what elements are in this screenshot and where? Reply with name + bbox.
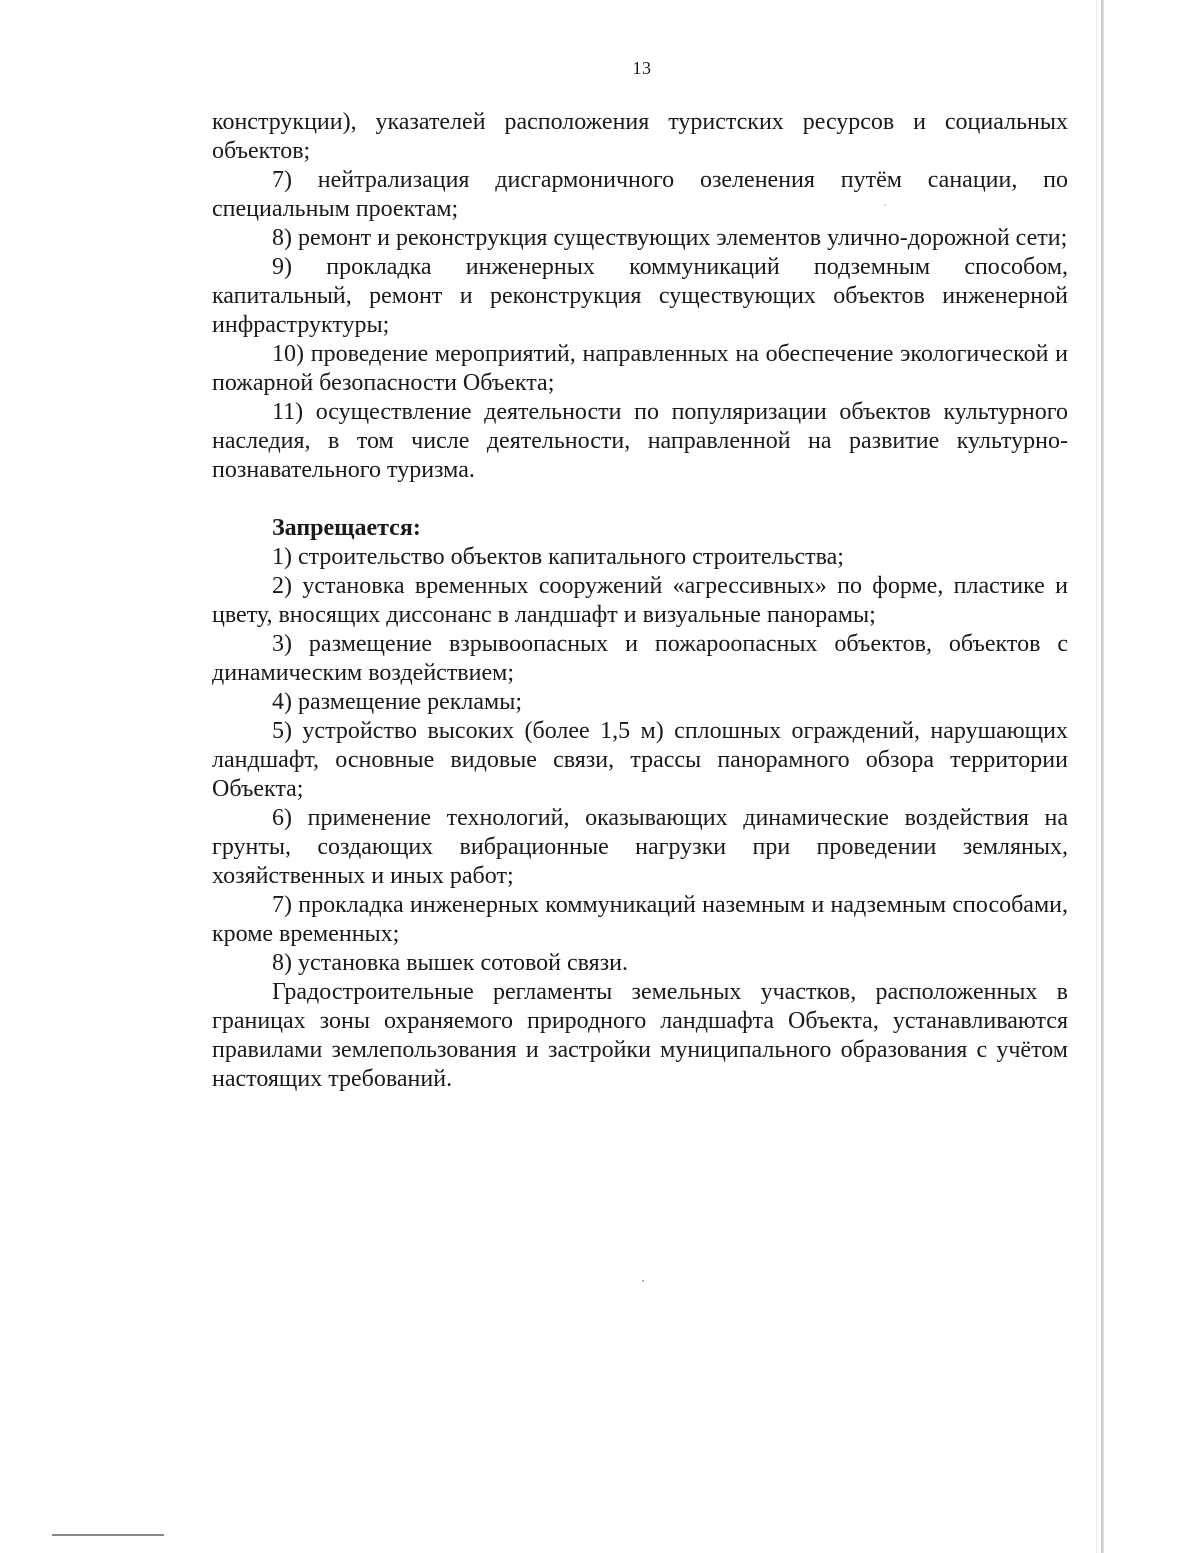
scan-edge-line [1096, 0, 1097, 1553]
document-body [212, 108, 1068, 1094]
prohibited-item-1: 1) строительство объектов капитального строительства; [272, 544, 844, 570]
prohibited-item-3: 3) размещение взрывоопасных и пожароопасных объектов, объектов с динамическим воздействием; [212, 631, 1068, 686]
section-title-prohibited: Запрещается: [272, 515, 421, 541]
list-item-7: 7) нейтрализация дисгармоничного озеленения путём санации, по специальным проектам; [212, 167, 1068, 222]
scan-speck [884, 204, 886, 206]
prohibited-item-7: 7) прокладка инженерных коммуникаций наземным и надземным способами, кроме временных; [212, 892, 1068, 947]
prohibited-item-4: 4) размещение рекламы; [272, 689, 523, 715]
list-item-9: 9) прокладка инженерных коммуникаций подземным способом, капитальный, ремонт и реконструкция существующих объектов инженерной инфраструктуры; [212, 254, 1068, 338]
list-item-10: 10) проведение мероприятий, направленных на обеспечение экологической и пожарной безопасности Объекта; [212, 341, 1068, 396]
scan-speck [642, 1280, 644, 1282]
list-item-8: 8) ремонт и реконструкция существующих элементов улично-дорожной сети; [272, 225, 1068, 251]
list-item-11: 11) осуществление деятельности по популяризации объектов культурного наследия, в том числе деятельности, направленной на развитие культурно-познавательного туризма. [212, 399, 1068, 483]
prohibited-item-6: 6) применение технологий, оказывающих динамические воздействия на грунты, создающих вибрационные нагрузки при проведении земляных, хозяйственных и иных работ; [212, 805, 1068, 889]
prohibited-item-8: 8) установка вышек сотовой связи. [272, 950, 629, 976]
paragraph-continued: конструкции), указателей расположения туристских ресурсов и социальных объектов; [212, 109, 1068, 164]
footnote-rule [52, 1534, 164, 1536]
prohibited-item-5: 5) устройство высоких (более 1,5 м) сплошных ограждений, нарушающих ландшафт, основные видовые связи, трассы панорамного обзора территории Объекта; [212, 718, 1068, 802]
prohibited-item-2: 2) установка временных сооружений «агрессивных» по форме, пластике и цвету, вносящих диссонанс в ландшафт и визуальные панорамы; [212, 573, 1068, 628]
page-number: 13 [632, 58, 652, 78]
closing-paragraph: Градостроительные регламенты земельных участков, расположенных в границах зоны охраняемого природного ландшафта Объекта, устанавливаются правилами землепользования и застройки муниципального образования с учётом настоящих требований. [212, 979, 1068, 1092]
scan-edge-shadow [1101, 0, 1104, 1553]
